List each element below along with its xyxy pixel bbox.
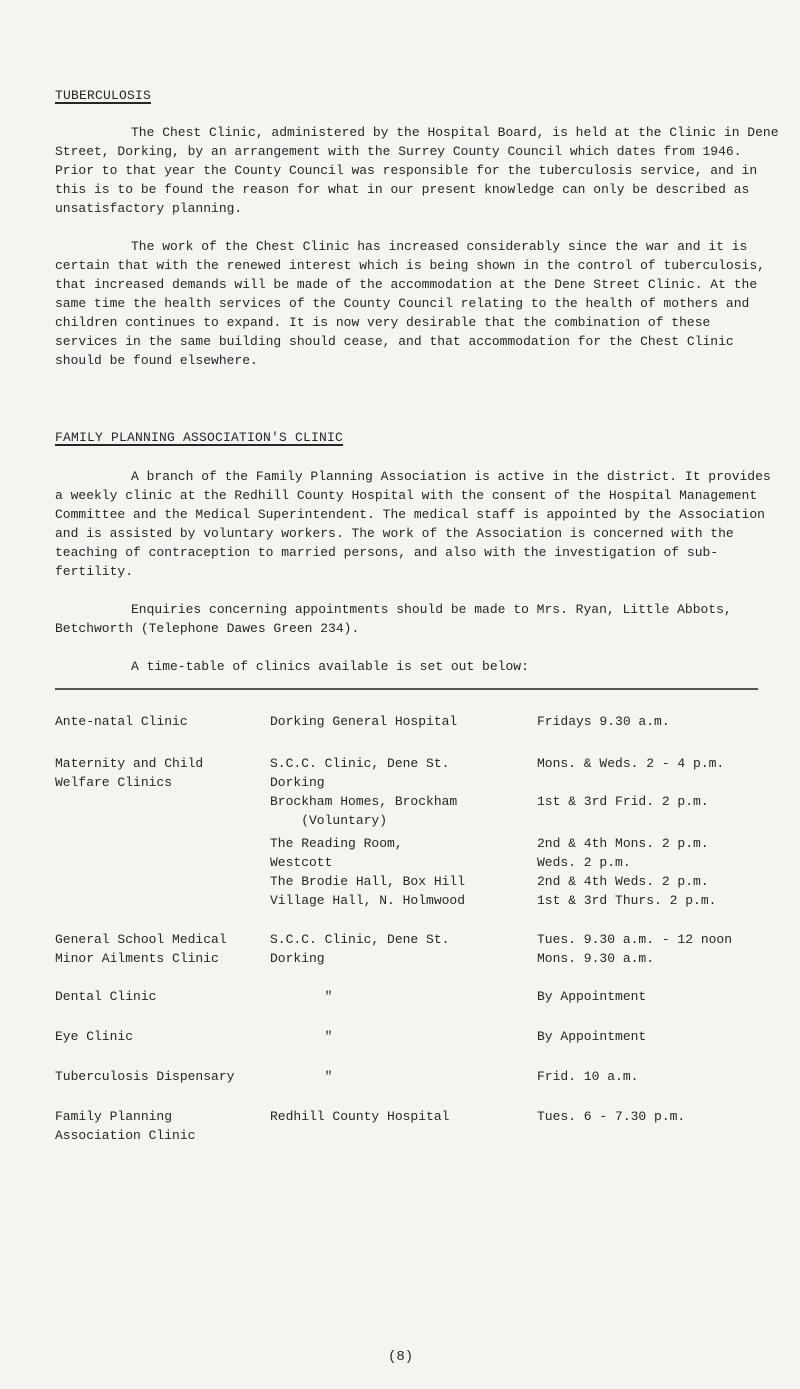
row-dental-clinic: Dental Clinic: [55, 989, 157, 1004]
row-tuberculosis-dispensary: Tuberculosis Dispensary: [55, 1069, 235, 1084]
tuberculosis-paragraph-2: The work of the Chest Clinic has increased considerably since the war and it is certain that with the renewed interest which is being shown in the control of tuberculosis, that increased demands will be made of the accommodation at the Dene Street Clinic. At the same time the health services of the County Council relating to the health of mothers and children continues to expand. It is now very desirable that the combination of these services in the same building should cease, and that accommodation for the Chest Clinic should be found elsewhere.: [55, 239, 765, 368]
row-tuberculosis-location: ": [270, 1069, 333, 1084]
row-family-planning-times: Tues. 6 - 7.30 p.m.: [537, 1109, 686, 1124]
timetable-intro: A time-table of clinics available is set out below:: [131, 659, 529, 674]
row-ante-natal-times: Fridays 9.30 a.m.: [537, 714, 670, 729]
row-tuberculosis-times: Frid. 10 a.m.: [537, 1069, 639, 1084]
family-planning-paragraph-1: A branch of the Family Planning Association is active in the district. It provides a weekly clinic at the Redhill County Hospital with the consent of the Hospital Management Committee and the Medical Superintendent. The medical staff is appointed by the Association and is assisted by voluntary workers. The work of the Association is concerned with the teaching of contraception to married persons, and also with the investigation of sub-fertility.: [55, 469, 771, 579]
row-maternity-clinic: Maternity and Child Welfare Clinics: [55, 756, 204, 790]
row-eye-times: By Appointment: [537, 1029, 647, 1044]
row-ante-natal-clinic: Ante-natal Clinic: [55, 714, 188, 729]
row-maternity-location: S.C.C. Clinic, Dene St. Dorking: [270, 756, 450, 790]
row-family-planning-location: Redhill County Hospital: [270, 1109, 450, 1124]
row-school-medical-times: Tues. 9.30 a.m. - 12 noon Mons. 9.30 a.m.: [537, 932, 733, 966]
table-top-rule: [55, 688, 758, 690]
row-westcott-location: The Reading Room, Westcott: [270, 836, 403, 870]
row-dental-times: By Appointment: [537, 989, 647, 1004]
row-maternity-times: Mons. & Weds. 2 - 4 p.m.: [537, 756, 725, 771]
row-eye-location: ": [270, 1029, 333, 1044]
enquiries-paragraph: Enquiries concerning appointments should be made to Mrs. Ryan, Little Abbots, Betchworth (Telephone Dawes Green 234).: [55, 602, 732, 636]
row-westcott-times: 2nd & 4th Mons. 2 p.m. Weds. 2 p.m.: [537, 836, 709, 870]
row-box-hill-times: 2nd & 4th Weds. 2 p.m. 1st & 3rd Thurs. 2 p.m.: [537, 874, 717, 908]
row-box-hill-location: The Brodie Hall, Box Hill Village Hall, N. Holmwood: [270, 874, 466, 908]
row-ante-natal-location: Dorking General Hospital: [270, 714, 458, 729]
row-brockham-times: 1st & 3rd Frid. 2 p.m.: [537, 794, 709, 809]
row-brockham-location: Brockham Homes, Brockham (Voluntary): [270, 794, 458, 828]
tuberculosis-paragraph-1: The Chest Clinic, administered by the Hospital Board, is held at the Clinic in Dene Street, Dorking, by an arrangement with the Surrey County Council which dates from 1946. Prior to that year the County Council was responsible for the tuberculosis service, and in this is to be found the reason for what in our present knowledge can only be described as unsatisfactory planning.: [55, 125, 779, 216]
row-dental-location: ": [270, 989, 333, 1004]
tuberculosis-heading: TUBERCULOSIS: [55, 88, 152, 103]
row-school-medical-location: S.C.C. Clinic, Dene St. Dorking: [270, 932, 450, 966]
row-family-planning-clinic: Family Planning Association Clinic: [55, 1109, 196, 1143]
page-number: (8): [388, 1349, 414, 1365]
row-eye-clinic: Eye Clinic: [55, 1029, 134, 1044]
family-planning-heading: FAMILY PLANNING ASSOCIATION'S CLINIC: [55, 430, 344, 445]
row-school-medical-clinic: General School Medical Minor Ailments Clinic: [55, 932, 227, 966]
